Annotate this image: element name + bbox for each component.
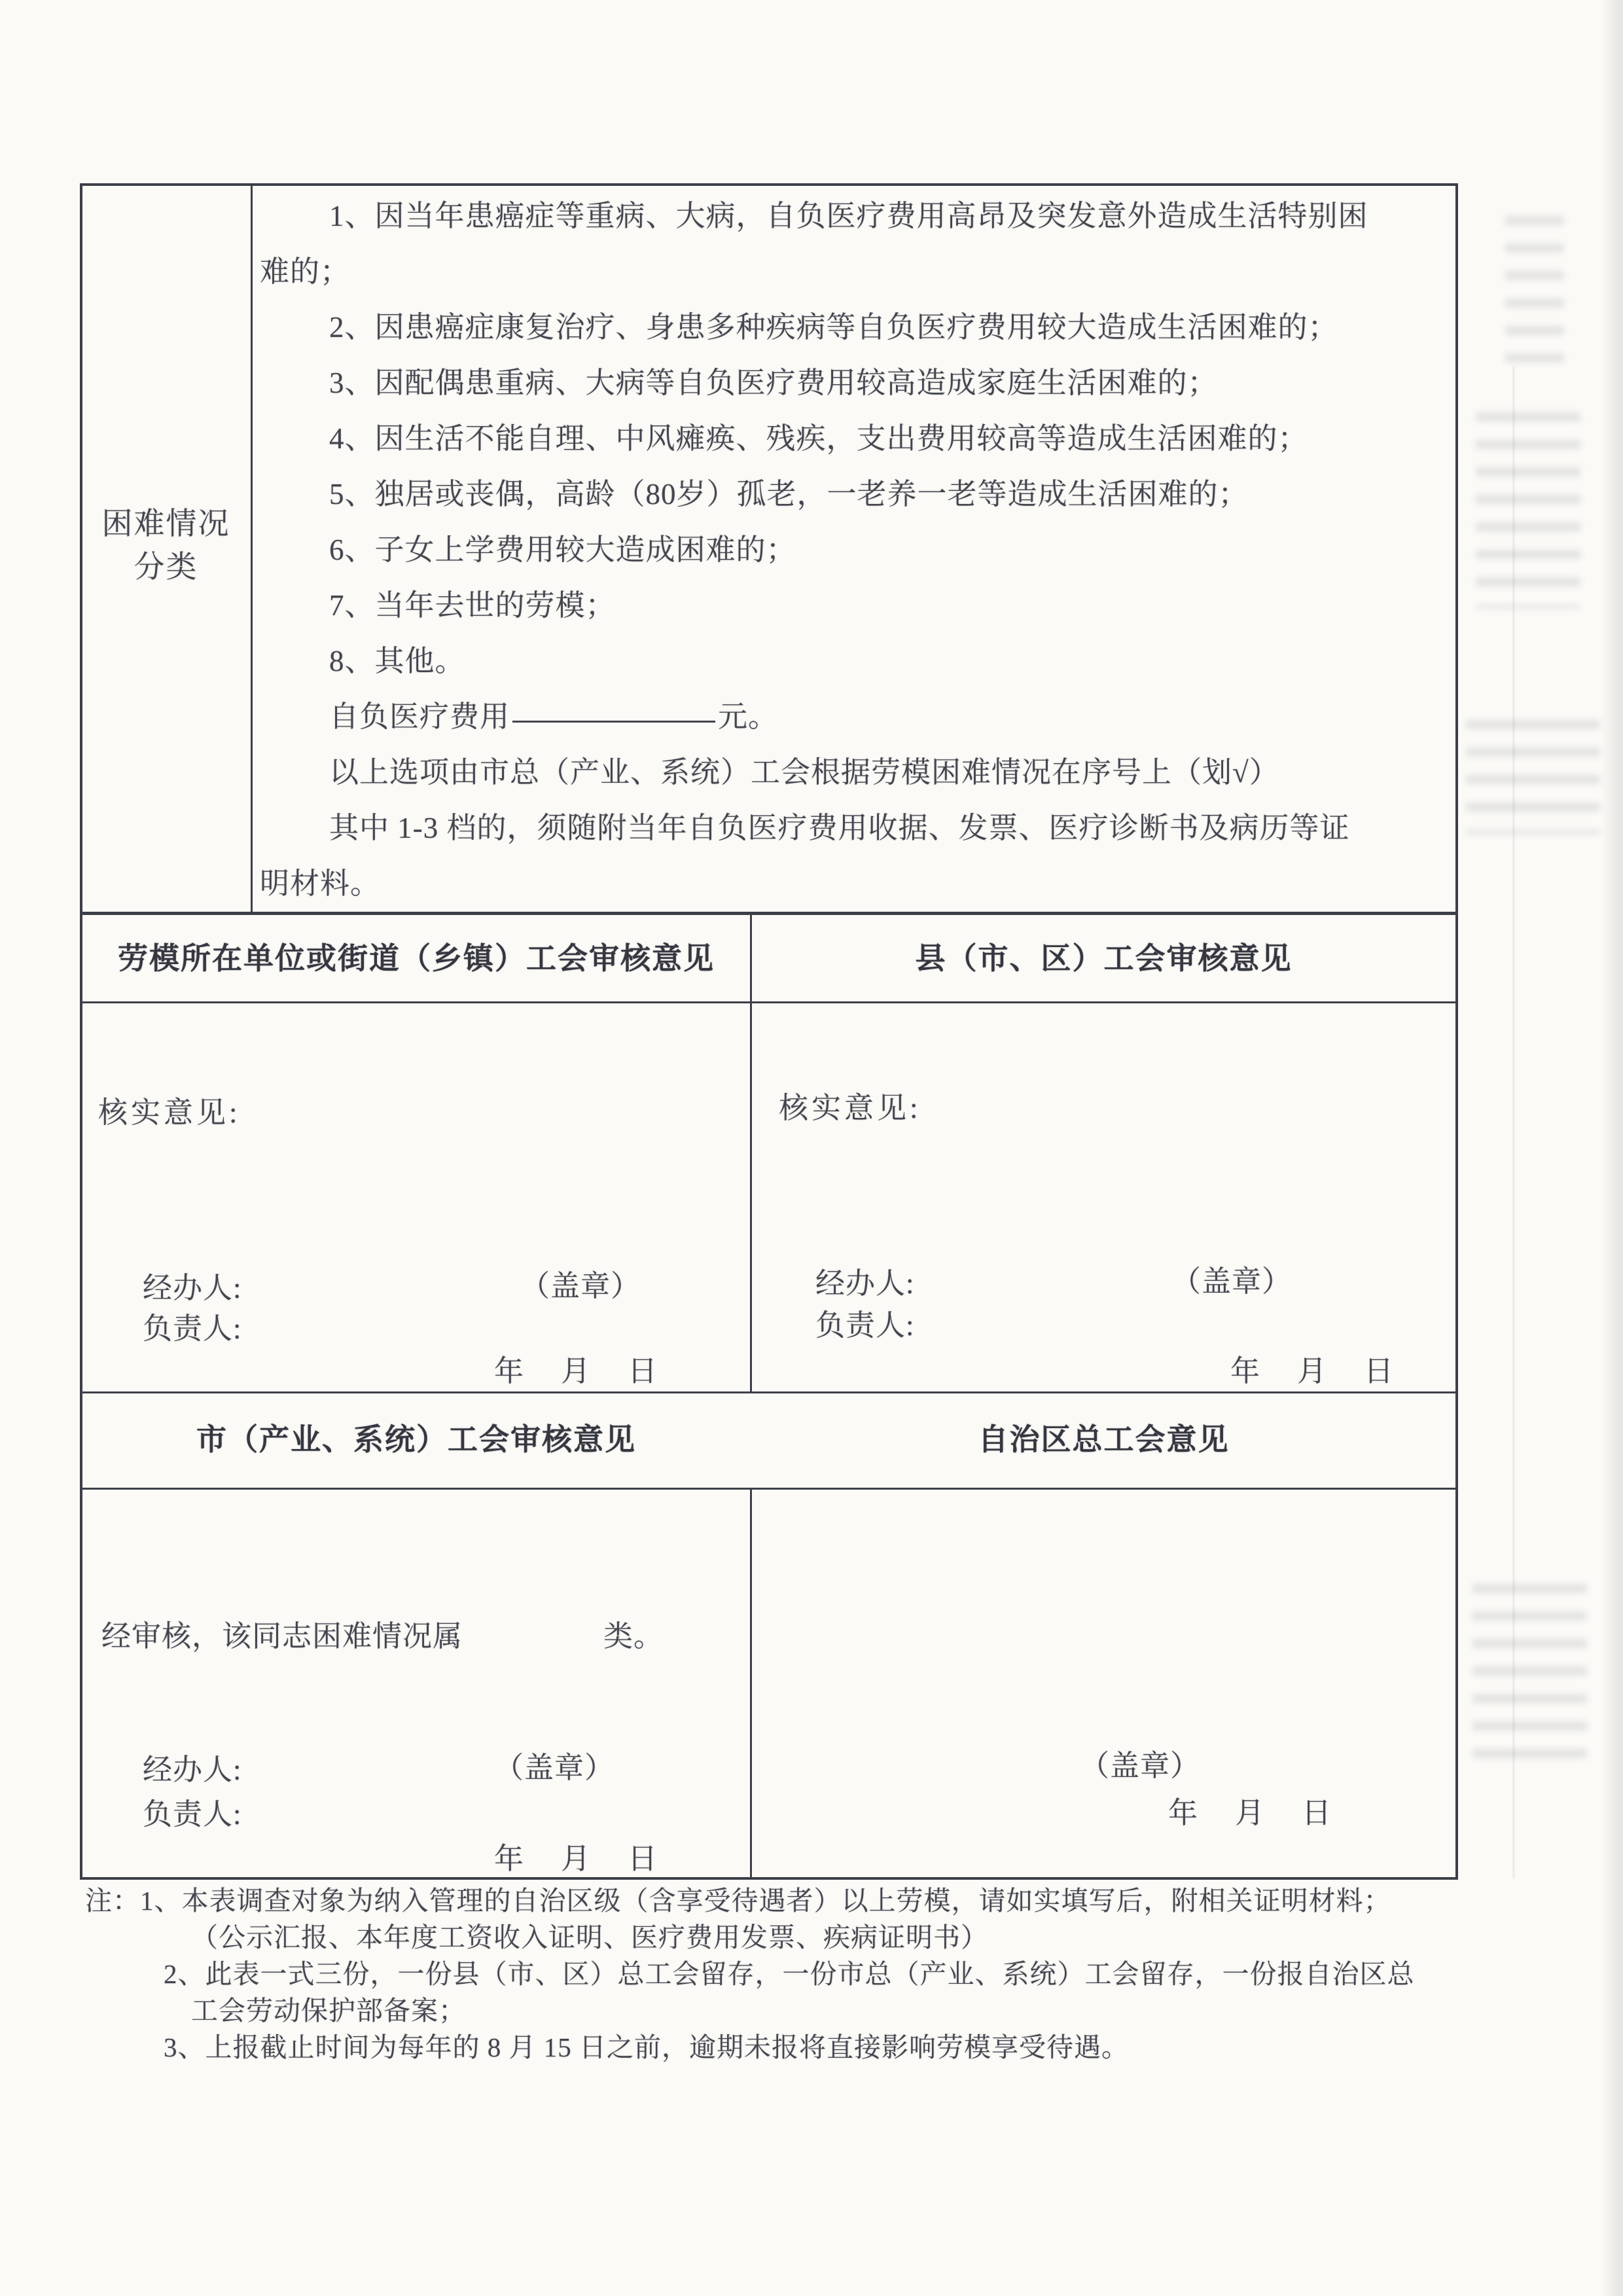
county-seal-label: （盖章）	[1171, 1265, 1293, 1298]
medical-fee-suffix: 元。	[718, 700, 779, 733]
unit-seal-label: （盖章）	[520, 1270, 641, 1302]
note-line-1: 注：1、本表调查对象为纳入管理的自治区级（含享受待遇者）以上劳模，请如实填写后，附相关证明材料；	[85, 1886, 1391, 1916]
classification-column-divider	[251, 186, 253, 912]
classification-item-3: 3、因配偶患重病、大病等自负医疗费用较高造成家庭生活困难的；	[329, 367, 1218, 399]
scan-bleed-smudge-4	[1472, 1584, 1587, 1761]
note-line-2: 2、此表一式三份，一份县（市、区）总工会留存，一份市总（产业、系统）工会留存，一份报自治区总	[164, 1959, 1415, 1989]
unit-operator-label: 经办人:	[143, 1272, 242, 1304]
classification-item-4: 4、因生活不能自理、中风瘫痪、残疾，支出费用较高等造成生活困难的；	[329, 422, 1308, 455]
city-review-result-prefix: 经审核，该同志困难情况属	[101, 1620, 463, 1653]
city-responsible-label: 负责人:	[143, 1798, 242, 1831]
region-union-opinion-header: 自治区总工会意见	[978, 1423, 1230, 1456]
city-date-line: 年 月 日	[493, 1842, 661, 1875]
classification-content	[260, 188, 1444, 912]
classification-item-2: 2、因患癌症康复治疗、身患多种疾病等自负医疗费用较大造成生活困难的；	[329, 311, 1338, 344]
medical-fee-line	[260, 689, 1444, 745]
city-review-result-line	[101, 1615, 664, 1658]
note-line-3: 3、上报截止时间为每年的 8 月 15 日之前，逾期未报将直接影响劳模享受待遇。	[164, 2032, 1129, 2062]
classification-item-6: 6、子女上学费用较大造成困难的；	[329, 533, 796, 566]
county-responsible-label: 负责人:	[815, 1309, 915, 1342]
note-line-2-cont: 工会劳动保护部备案；	[191, 1996, 466, 2026]
header-divider-line-2	[82, 1488, 1455, 1490]
county-operator-label: 经办人:	[815, 1267, 915, 1300]
classification-item-5: 5、独居或丧偶，高龄（80岁）孤老，一老养一老等造成生活困难的；	[329, 478, 1249, 511]
county-union-review-header: 县（市、区）工会审核意见	[915, 942, 1293, 975]
classification-row-label-line2: 分类	[134, 550, 198, 584]
classification-item-8: 8、其他。	[329, 645, 465, 677]
classification-row-label-line1: 困难情况	[101, 507, 230, 541]
classification-row-label	[82, 503, 249, 589]
note-line-1-cont: （公示汇报、本年度工资收入证明、医疗费用发票、疾病证明书）	[191, 1922, 988, 1952]
review-column-divider-top	[750, 915, 752, 1391]
medical-fee-prefix: 自负医疗费用	[329, 700, 510, 733]
scan-bleed-smudge-2	[1476, 412, 1580, 609]
scan-bleed-smudge-1	[1505, 216, 1564, 367]
city-review-result-suffix: 类。	[603, 1620, 664, 1653]
city-operator-label: 经办人:	[143, 1753, 242, 1786]
scan-bleed-vline	[1513, 367, 1514, 1878]
section-divider-line-1	[82, 912, 1455, 915]
county-date-line: 年 月 日	[1230, 1355, 1397, 1388]
classification-item-7: 7、当年去世的劳模；	[329, 589, 616, 622]
unit-verify-opinion-label: 核实意见:	[98, 1096, 241, 1129]
city-union-review-header: 市（产业、系统）工会审核意见	[196, 1423, 636, 1456]
classification-instruction-2: 其中 1-3 档的，须随附当年自负医疗费用收据、发票、医疗诊断书及病历等证	[329, 812, 1350, 844]
unit-responsible-label: 负责人:	[143, 1312, 242, 1345]
footnotes	[85, 1882, 1505, 2066]
medical-fee-blank-field	[512, 714, 715, 723]
region-date-line: 年 月 日	[1168, 1797, 1335, 1829]
region-seal-label: （盖章）	[1080, 1749, 1201, 1782]
review-column-divider-bottom	[750, 1490, 752, 1877]
classification-item-1: 1、因当年患癌症等重病、大病，自负医疗费用高昂及突发意外造成生活特别困	[329, 200, 1368, 232]
scan-bleed-smudge-3	[1466, 720, 1600, 834]
header-divider-line-1	[82, 1001, 1455, 1003]
classification-instruction-1: 以上选项由市总（产业、系统）工会根据劳模困难情况在序号上（划√）	[329, 756, 1279, 789]
county-verify-opinion-label: 核实意见:	[779, 1092, 921, 1124]
unit-union-review-header: 劳模所在单位或街道（乡镇）工会审核意见	[118, 942, 715, 975]
unit-date-line: 年 月 日	[493, 1355, 661, 1388]
city-seal-label: （盖章）	[494, 1751, 615, 1784]
classification-item-1-cont: 难的；	[260, 255, 351, 288]
classification-instruction-2-cont: 明材料。	[260, 867, 381, 900]
